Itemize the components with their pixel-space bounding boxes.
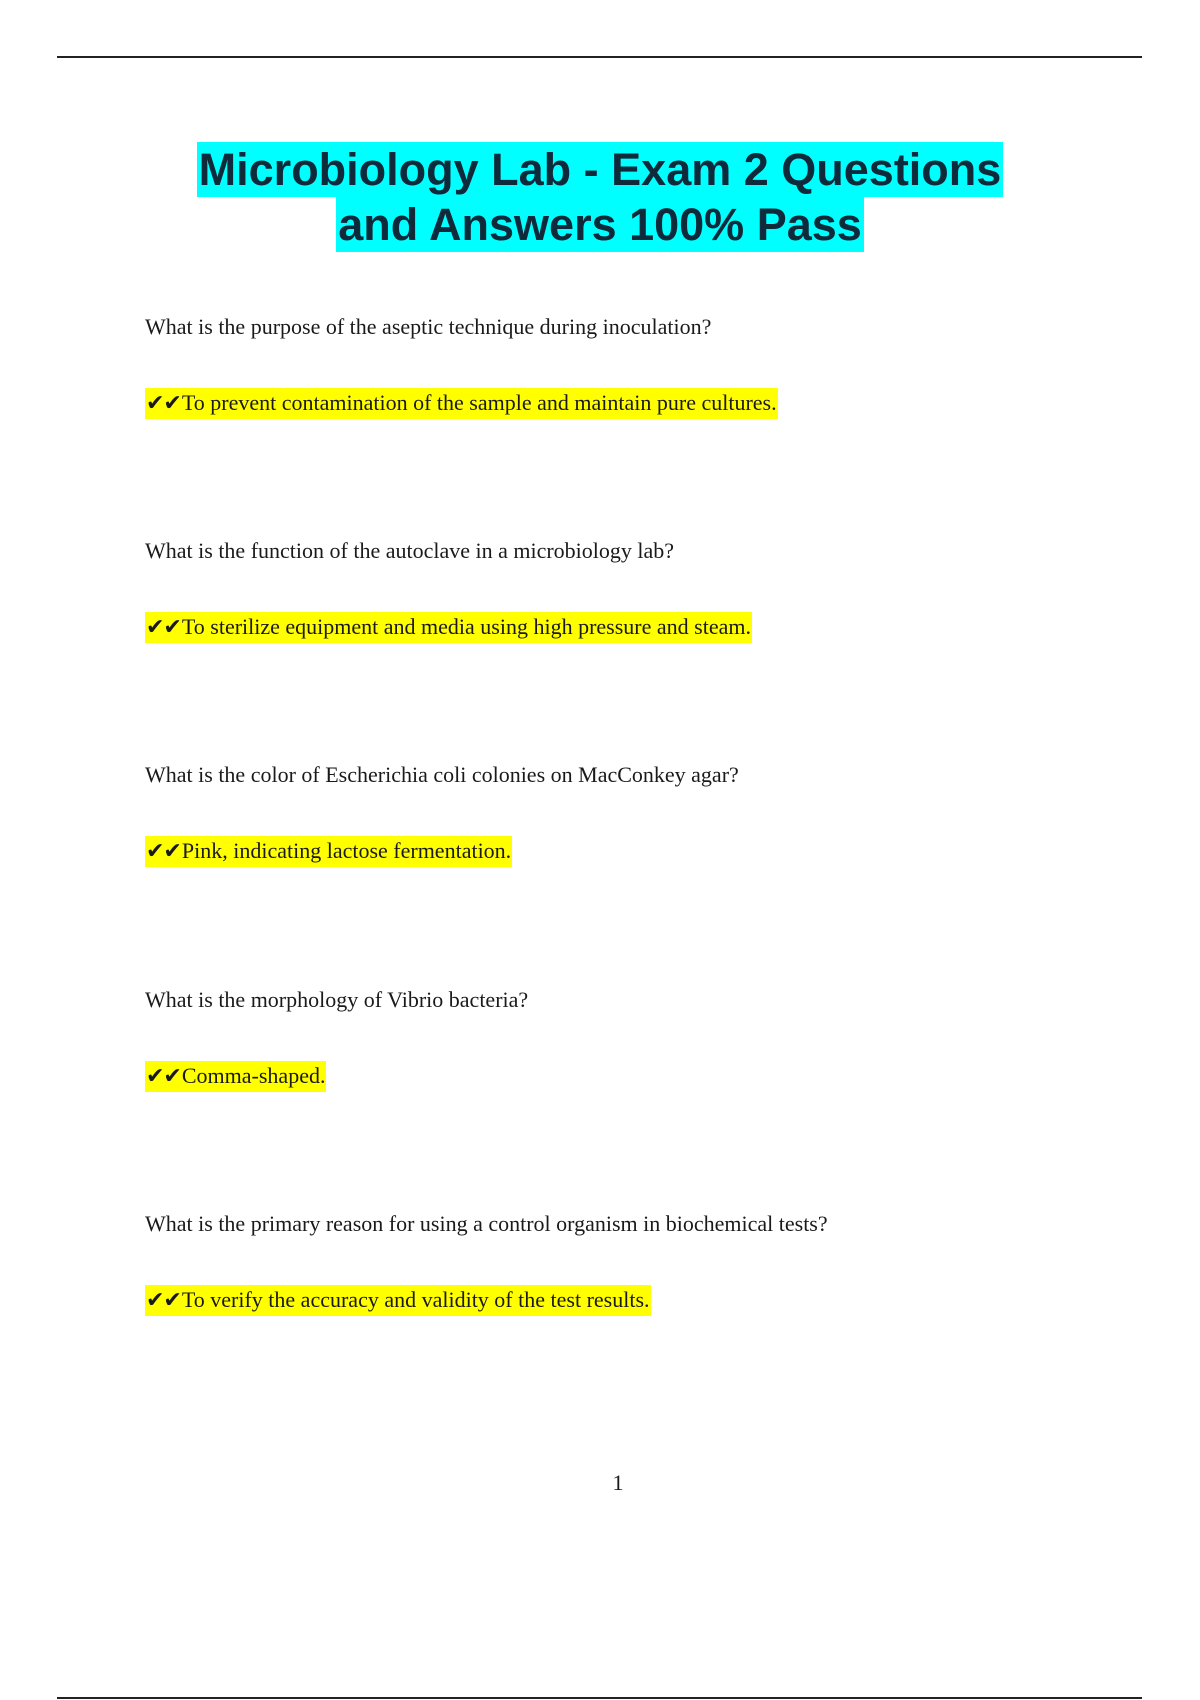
answer-highlight xyxy=(145,836,512,867)
answer xyxy=(145,1285,1105,1316)
question-text: What is the primary reason for using a control organism in biochemical tests? xyxy=(145,1211,828,1236)
check-icon: ✔✔ xyxy=(146,839,181,864)
qa-item xyxy=(145,1209,1105,1316)
question-text: What is the morphology of Vibrio bacteria? xyxy=(145,987,529,1012)
answer xyxy=(145,836,1105,867)
check-icon: ✔✔ xyxy=(146,615,181,640)
qa-item xyxy=(145,312,1105,419)
title-line-2: and Answers 100% Pass xyxy=(338,199,862,250)
question-text: What is the function of the autoclave in a microbiology lab? xyxy=(145,538,675,563)
qa-item xyxy=(145,536,1105,643)
answer-text: To verify the accuracy and validity of the test results. xyxy=(181,1287,650,1312)
document-title xyxy=(0,142,1200,252)
check-icon: ✔✔ xyxy=(146,1288,181,1313)
answer xyxy=(145,1061,1105,1092)
qa-item xyxy=(145,760,1105,867)
check-icon: ✔✔ xyxy=(146,391,181,416)
qa-item xyxy=(145,985,1105,1092)
answer-highlight xyxy=(145,612,752,643)
title-line-1: Microbiology Lab - Exam 2 Questions xyxy=(198,144,1002,195)
answer xyxy=(145,612,1105,643)
bottom-rule xyxy=(57,1697,1142,1699)
page-number: 1 xyxy=(612,1470,624,1495)
answer xyxy=(145,388,1105,419)
question-text: What is the purpose of the aseptic technique during inoculation? xyxy=(145,314,712,339)
top-rule xyxy=(57,56,1142,58)
answer-highlight xyxy=(145,1285,651,1316)
answer-highlight xyxy=(145,388,778,419)
answer-text: Comma-shaped. xyxy=(181,1063,326,1088)
answer-text: Pink, indicating lactose fermentation. xyxy=(181,838,512,863)
answer-highlight xyxy=(145,1061,326,1092)
question-text: What is the color of Escherichia coli colonies on MacConkey agar? xyxy=(145,762,739,787)
check-icon: ✔✔ xyxy=(146,1064,181,1089)
answer-text: To sterilize equipment and media using high pressure and steam. xyxy=(181,614,751,639)
answer-text: To prevent contamination of the sample and maintain pure cultures. xyxy=(181,390,777,415)
